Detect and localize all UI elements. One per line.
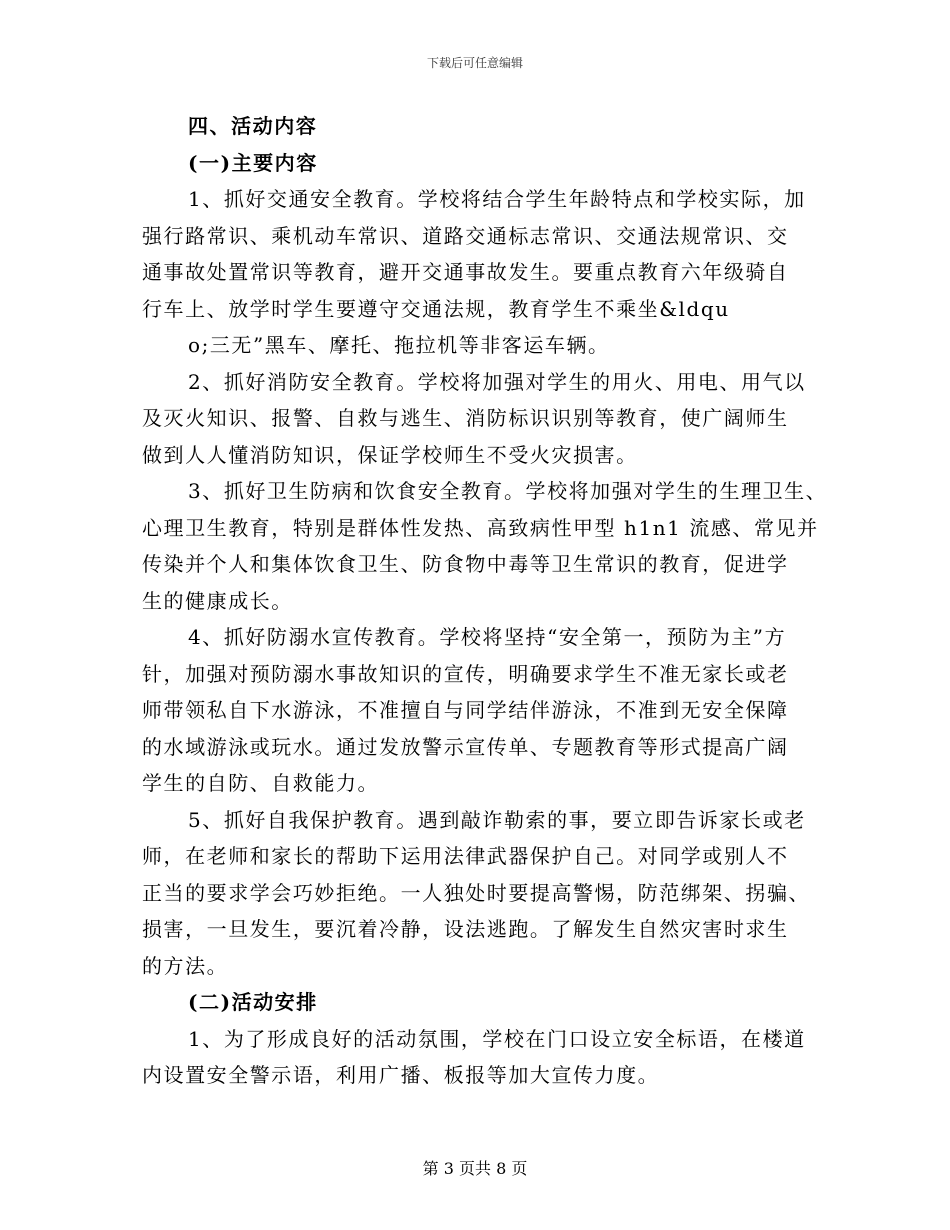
paragraph-line: 4、抓好防溺水宣传教育。学校将坚持“安全第一，预防为主”方: [188, 625, 787, 649]
section-heading: 四、活动内容: [188, 114, 318, 138]
paragraph-line: 做到人人懂消防知识，保证学校师生不受火灾损害。: [142, 442, 638, 467]
paragraph-line: 针，加强对预防溺水事故知识的宣传，明确要求学生不准无家长或老: [142, 661, 789, 686]
paragraph-line: 的水域游泳或玩水。通过发放警示宣传单、专题教育等形式提高广阔: [142, 734, 789, 759]
paragraph-line: 5、抓好自我保护教育。遇到敲诈勒索的事，要立即告诉家长或老: [188, 807, 806, 832]
paragraph-line: 传染并个人和集体饮食卫生、防食物中毒等卫生常识的教育，促进学: [142, 552, 789, 576]
page-header: 下载后可任意编辑: [426, 56, 523, 70]
paragraph-line: 师，在老师和家长的帮助下运用法律武器保护自己。对同学或别人不: [142, 844, 789, 868]
paragraph-line: 生的健康成长。: [142, 588, 293, 613]
paragraph-line: 损害，一旦发生，要沉着冷静，设法逃跑。了解发生自然灾害时求生: [142, 917, 789, 941]
page-footer: 第 3 页共 8 页: [422, 1159, 528, 1178]
paragraph-line: 2、抓好消防安全教育。学校将加强对学生的用火、用电、用气以: [188, 369, 806, 394]
section-heading: (一)主要内容: [188, 150, 318, 175]
paragraph-line: 3、抓好卫生防病和饮食安全教育。学校将加强对学生的生理卫生、: [188, 479, 828, 503]
paragraph-line: 行车上、放学时学生要遵守交通法规，教育学生不乘坐&ldqu: [142, 296, 730, 321]
paragraph-line: o;三无”黑车、摩托、拖拉机等非客运车辆。: [188, 333, 610, 357]
paragraph-line: 1、抓好交通安全教育。学校将结合学生年龄特点和学校实际，加: [188, 187, 806, 211]
paragraph-line: 强行路常识、乘机动车常识、道路交通标志常识、交通法规常识、交: [142, 223, 789, 248]
paragraph-line: 及灭火知识、报警、自救与逃生、消防标识识别等教育，使广阔师生: [142, 406, 789, 430]
paragraph-line: 正当的要求学会巧妙拒绝。一人独处时要提高警惕，防范绑架、拐骗、: [142, 880, 811, 905]
paragraph-line: 心理卫生教育，特别是群体性发热、高致病性甲型 h1n1 流感、常见并: [142, 515, 819, 540]
paragraph-line: 的方法。: [142, 953, 229, 978]
paragraph-line: 师带领私自下水游泳，不准擅自与同学结伴游泳，不准到无安全保障: [142, 698, 789, 722]
paragraph-line: 学生的自防、自救能力。: [142, 771, 380, 795]
paragraph-line: 内设置安全警示语，利用广播、板报等加大宣传力度。: [142, 1063, 660, 1087]
section-heading: (二)活动安排: [188, 990, 318, 1014]
document-body: [142, 108, 828, 1094]
paragraph-line: 通事故处置常识等教育，避开交通事故发生。要重点教育六年级骑自: [142, 260, 789, 284]
paragraph-line: 1、为了形成良好的活动氛围，学校在门口设立安全标语，在楼道: [188, 1026, 806, 1051]
